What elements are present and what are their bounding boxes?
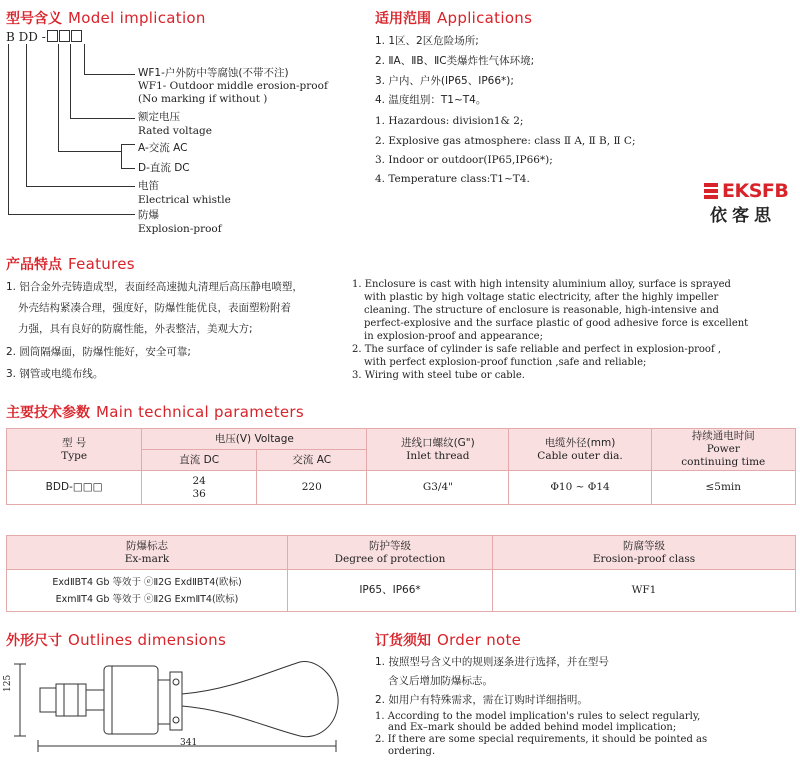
outline-heading [6, 630, 226, 650]
col-protection-en: Degree of protection [334, 552, 446, 565]
feature-cn-line: 3. 钢管或电缆布线。 [6, 368, 104, 380]
app-cn-item: 3. 户内、户外(IP65、IP66*); [375, 75, 514, 87]
model-item-voltage-en: Rated voltage [138, 125, 212, 137]
params-table [6, 428, 796, 505]
col-exmark [7, 536, 288, 570]
col-type-cn: 型 号 [61, 436, 87, 449]
params-heading-en: Main technical parameters [96, 403, 304, 421]
model-item-wf1-note: (No marking if without ) [138, 93, 268, 105]
feature-en-line: perfect-explosive and the surface plastic of good adhesive force is excellent [364, 318, 749, 329]
params-heading [6, 402, 304, 422]
model-heading-cn: 型号含义 [6, 11, 62, 27]
cell-exmark-2: ExmⅡT4 Gb 等效于 ⓔⅡ2G ExmⅡT4(欧标) [55, 593, 239, 605]
order-en-line: and Ex–mark should be added behind model implication; [388, 722, 677, 733]
brand-name: EKSFB [722, 180, 789, 202]
feature-en-line: cleaning. The structure of enclosure is reasonable, high-intensive and [364, 305, 719, 316]
col-inlet [367, 429, 509, 471]
features-heading [6, 254, 135, 274]
col-cable-en: Cable outer dia. [537, 449, 623, 462]
col-cable [509, 429, 651, 471]
cell-type: BDD-□□□ [7, 471, 142, 505]
model-item-voltage-cn: 额定电压 [138, 111, 180, 123]
feature-en-line: in explosion-proof and appearance; [364, 331, 543, 342]
col-erosion-cn: 防腐等级 [623, 539, 665, 552]
params-heading-cn: 主要技术参数 [6, 405, 90, 421]
app-cn-item: 2. ⅡA、ⅡB、ⅡC类爆炸性气体环境; [375, 55, 535, 67]
model-code-prefix: B DD - [6, 30, 46, 44]
col-power-en: Power [706, 443, 740, 455]
col-power-en2: continuing time [681, 456, 766, 468]
feature-cn-line: 力强，具有良好的防腐性能，外表整洁，美观大方; [18, 323, 253, 335]
col-inlet-cn: 进线口螺纹(G") [401, 436, 475, 449]
feature-en-line: 3. Wiring with steel tube or cable. [352, 370, 525, 381]
col-power [651, 429, 795, 471]
app-cn-item: 4. 温度组别：T1~T4。 [375, 94, 487, 106]
col-protection [288, 536, 493, 570]
code-box [47, 30, 58, 42]
col-type [7, 429, 142, 471]
col-ac: 交流 AC [257, 450, 367, 471]
model-item-dc: D-直流 DC [138, 162, 190, 174]
model-code [6, 30, 82, 45]
col-power-cn: 持续通电时间 [691, 430, 755, 442]
model-item-explosion-cn: 防爆 [138, 209, 159, 221]
col-inlet-en: Inlet thread [406, 449, 470, 462]
cell-erosion: WF1 [493, 570, 796, 612]
feature-cn-line: 外壳结构紧凑合理，强度好，防爆性能优良，表面塑粉附着 [18, 302, 291, 314]
code-box [71, 30, 82, 42]
model-item-whistle-en: Electrical whistle [138, 194, 231, 206]
outline-heading-en: Outlines dimensions [68, 631, 227, 649]
brand-cn: 依客思 [710, 206, 776, 226]
order-cn-line: 含义后增加防爆标志。 [388, 675, 493, 687]
order-en-line: 1. According to the model implication's rules to select regularly, [375, 711, 701, 722]
model-item-explosion-en: Explosion-proof [138, 223, 222, 235]
cell-exmark [7, 570, 288, 612]
col-type-en: Type [61, 449, 88, 462]
app-en-item: 4. Temperature class:T1~T4. [375, 173, 530, 185]
model-item-ac: A-交流 AC [138, 142, 188, 154]
applications-heading [375, 8, 532, 28]
outline-heading-cn: 外形尺寸 [6, 633, 62, 649]
feature-en-line: with perfect explosion-proof function ,safe and reliable; [364, 357, 647, 368]
cell-dc-24: 24 [192, 474, 206, 487]
col-erosion-en: Erosion-proof class [592, 552, 696, 565]
feature-cn-line: 2. 圆筒隔爆面，防爆性能好，安全可靠; [6, 346, 191, 358]
applications-heading-cn: 适用范围 [375, 11, 431, 27]
cell-dc-36: 36 [192, 487, 206, 500]
model-item-whistle-cn: 电笛 [138, 180, 159, 192]
app-en-item: 3. Indoor or outdoor(IP65,IP66*); [375, 154, 553, 166]
feature-en-line: with plastic by high voltage static electricity, after the highly impeller [364, 292, 719, 303]
cell-protection: IP65、IP66* [288, 570, 493, 612]
col-erosion [493, 536, 796, 570]
cell-time: ≤5min [651, 471, 795, 505]
feature-cn-line: 1. 铝合金外壳铸造成型，表面经高速抛丸清理后高压静电喷塑， [6, 281, 303, 293]
order-heading-en: Order note [437, 631, 522, 649]
col-exmark-cn: 防爆标志 [126, 539, 168, 552]
app-en-item: 1. Hazardous: division1& 2; [375, 115, 524, 127]
cell-inlet: G3/4" [367, 471, 509, 505]
applications-heading-en: Applications [437, 9, 533, 27]
model-heading [6, 8, 206, 28]
tree-line [8, 44, 135, 215]
cell-ac: 220 [257, 471, 367, 505]
col-protection-cn: 防护等级 [369, 539, 411, 552]
col-dc: 直流 DC [142, 450, 257, 471]
cell-exmark-1: ExdⅡBT4 Gb 等效于 ⓔⅡ2G ExdⅡBT4(欧标) [52, 576, 242, 588]
brand-logo [702, 180, 794, 226]
col-voltage: 电压(V) Voltage [142, 429, 367, 450]
order-en-line: 2. If there are some special requirements, it should be pointed as [375, 734, 708, 745]
order-heading [375, 630, 521, 650]
cell-dc [142, 471, 257, 505]
features-heading-en: Features [68, 255, 135, 273]
col-cable-cn: 电缆外径(mm) [544, 436, 616, 449]
order-en-line: ordering. [388, 746, 436, 757]
order-heading-cn: 订货须知 [375, 633, 431, 649]
feature-en-line: 1. Enclosure is cast with high intensity aluminium alloy, surface is sprayed [352, 279, 731, 290]
code-box [59, 30, 70, 42]
order-cn-line: 2. 如用户有特殊需求，需在订购时详细指明。 [375, 694, 588, 706]
model-item-wf1-en: WF1- Outdoor middle erosion-proof [138, 80, 328, 92]
features-heading-cn: 产品特点 [6, 257, 62, 273]
exmark-table [6, 535, 796, 612]
dim-height-label: 125 [3, 674, 13, 692]
outline-drawing [0, 652, 345, 760]
model-item-wf1-cn: WF1-户外防中等腐蚀(不带不注) [138, 67, 289, 79]
dim-width-label: 341 [180, 738, 198, 748]
feature-en-line: 2. The surface of cylinder is safe reliable and perfect in explosion-proof , [352, 344, 722, 355]
app-cn-item: 1. 1区、2区危险场所; [375, 35, 479, 47]
app-en-item: 2. Explosive gas atmosphere: class Ⅱ A, Ⅱ B, Ⅱ C; [375, 135, 636, 147]
order-cn-line: 1. 按照型号含义中的规则逐条进行选择，并在型号 [375, 656, 609, 668]
cell-cable: Φ10 ~ Φ14 [509, 471, 651, 505]
model-heading-en: Model implication [68, 9, 206, 27]
col-exmark-en: Ex-mark [124, 552, 170, 565]
